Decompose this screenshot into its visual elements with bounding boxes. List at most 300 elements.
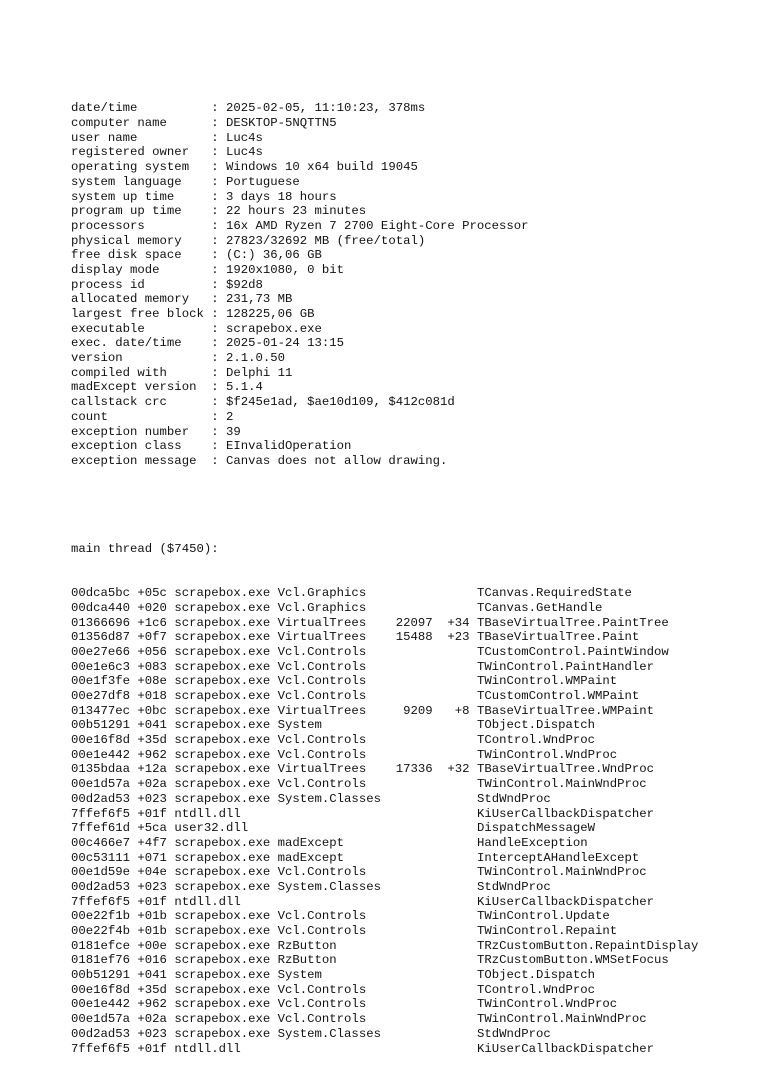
info-row	[71, 292, 698, 307]
frame-line-offset	[440, 733, 470, 747]
frame-module: ntdll.dll	[174, 806, 278, 821]
frame-line-offset: +32	[440, 762, 470, 777]
info-key: executable	[71, 321, 204, 336]
frame-unit: System.Classes	[277, 1026, 389, 1041]
info-separator: :	[203, 321, 226, 336]
frame-offset: +020	[137, 600, 175, 615]
info-row	[71, 454, 698, 469]
stack-frame	[71, 733, 698, 748]
info-key: exception class	[71, 439, 204, 454]
frame-line: 15488	[388, 630, 433, 645]
frame-address: 00b51291	[71, 968, 138, 983]
info-row	[71, 204, 698, 219]
info-value: 2025-01-24 13:15	[225, 336, 345, 351]
frame-line	[388, 718, 432, 732]
frame-module: scrapebox.exe	[174, 762, 278, 777]
info-row	[71, 190, 698, 205]
info-value: 2.1.0.50	[225, 351, 286, 366]
frame-module: scrapebox.exe	[174, 777, 278, 792]
frame-line: 22097	[388, 615, 433, 630]
stack-frame	[71, 689, 698, 704]
frame-address: 0181ef76	[71, 953, 138, 968]
frame-offset: +041	[137, 718, 175, 733]
info-value: 231,73 MB	[225, 292, 293, 307]
frame-function: TWinControl.WMPaint	[476, 674, 618, 689]
frame-address: 01366696	[71, 615, 138, 630]
frame-offset: +0bc	[137, 703, 175, 718]
info-value: Canvas does not allow drawing.	[225, 453, 448, 468]
frame-function: TCanvas.RequiredState	[476, 586, 632, 601]
info-key: display mode	[71, 262, 204, 277]
frame-offset: +071	[137, 850, 175, 865]
frame-unit	[278, 821, 389, 835]
info-value: 22 hours 23 minutes	[225, 204, 367, 219]
frame-unit: System	[277, 718, 389, 733]
frame-address: 00d2ad53	[71, 1026, 138, 1041]
frame-address: 7ffef6f5	[71, 806, 138, 821]
frame-function: HandleException	[476, 835, 588, 850]
frame-address: 00e22f4b	[71, 924, 138, 938]
frame-function: KiUserCallbackDispatcher	[476, 1041, 655, 1056]
frame-unit: Vcl.Controls	[277, 644, 389, 659]
frame-line	[388, 821, 432, 835]
frame-line	[388, 777, 432, 791]
frame-module: scrapebox.exe	[174, 747, 278, 762]
frame-module: scrapebox.exe	[174, 689, 278, 703]
frame-unit	[278, 895, 389, 909]
stack-frame	[71, 924, 698, 939]
info-separator: :	[203, 424, 226, 439]
frame-offset: +041	[137, 968, 175, 983]
frame-line-offset	[440, 895, 470, 909]
frame-unit: VirtualTrees	[277, 615, 389, 630]
frame-unit: Vcl.Controls	[277, 909, 389, 924]
frame-address: 00e27df8	[71, 689, 138, 703]
info-key: largest free block	[71, 307, 204, 322]
stack-frame	[71, 997, 698, 1012]
frame-address: 00b51291	[71, 718, 138, 733]
info-separator: :	[203, 395, 226, 410]
info-key: exception message	[71, 453, 204, 468]
frame-line-offset	[440, 939, 470, 953]
frame-line	[388, 601, 432, 615]
info-key: processors	[71, 218, 204, 233]
frame-line	[388, 983, 432, 997]
stack-frame	[71, 983, 698, 998]
frame-unit: madExcept	[277, 835, 389, 850]
info-key: user name	[71, 130, 204, 145]
stack-frame	[71, 718, 698, 733]
frame-address: 00c466e7	[71, 835, 138, 850]
info-row	[71, 395, 698, 410]
info-value: 16x AMD Ryzen 7 2700 Eight-Core Processor	[225, 218, 529, 233]
frame-offset: +01f	[137, 1041, 175, 1056]
frame-offset: +1c6	[137, 615, 175, 630]
frame-address: 0135bdaa	[71, 762, 138, 777]
frame-function: TWinControl.MainWndProc	[476, 1012, 647, 1027]
info-key: callstack crc	[71, 395, 204, 410]
frame-unit: VirtualTrees	[277, 703, 389, 718]
frame-address: 013477ec	[71, 703, 138, 718]
frame-address: 00c53111	[71, 850, 138, 865]
frame-line-offset	[440, 968, 470, 982]
info-row	[71, 322, 698, 337]
info-separator: :	[203, 101, 226, 116]
frame-line-offset	[440, 1012, 470, 1026]
callstack-block	[71, 586, 698, 1056]
frame-module: scrapebox.exe	[174, 879, 278, 894]
frame-offset: +35d	[137, 982, 175, 997]
frame-line-offset	[440, 792, 470, 806]
info-separator: :	[203, 174, 226, 189]
frame-module: scrapebox.exe	[174, 1026, 278, 1041]
frame-line	[388, 660, 432, 674]
crash-report	[71, 72, 698, 1071]
info-row	[71, 410, 698, 425]
frame-unit: Vcl.Controls	[277, 982, 389, 997]
frame-offset: +35d	[137, 733, 175, 748]
frame-unit: Vcl.Controls	[277, 659, 389, 674]
info-separator: :	[203, 277, 226, 292]
stack-frame	[71, 851, 698, 866]
frame-module: scrapebox.exe	[174, 982, 278, 997]
frame-line-offset	[440, 674, 470, 688]
frame-line	[388, 865, 432, 879]
frame-offset: +12a	[137, 762, 175, 777]
info-row	[71, 219, 698, 234]
frame-function: TBaseVirtualTree.WMPaint	[476, 703, 655, 718]
frame-unit: VirtualTrees	[277, 630, 389, 645]
stack-frame	[71, 601, 698, 616]
frame-line	[388, 689, 432, 703]
frame-line-offset	[440, 807, 470, 821]
frame-line-offset	[440, 660, 470, 674]
frame-line-offset	[440, 1042, 470, 1056]
frame-module: scrapebox.exe	[174, 674, 278, 689]
frame-unit: VirtualTrees	[277, 762, 389, 777]
frame-address: 0181efce	[71, 938, 138, 953]
info-value: (C:) 36,06 GB	[225, 248, 322, 263]
info-value: 27823/32692 MB (free/total)	[225, 233, 426, 248]
frame-unit: System.Classes	[277, 791, 389, 806]
info-value: scrapebox.exe	[225, 321, 322, 336]
frame-module: scrapebox.exe	[174, 733, 278, 748]
frame-address: 00e1e6c3	[71, 659, 138, 674]
frame-line	[388, 748, 432, 762]
blank-line	[71, 498, 698, 513]
info-separator: :	[203, 380, 226, 395]
frame-module: scrapebox.exe	[174, 850, 278, 865]
info-value: 3 days 18 hours	[225, 189, 337, 204]
frame-unit: Vcl.Controls	[277, 733, 389, 748]
frame-line	[388, 733, 432, 747]
frame-function: InterceptAHandleExcept	[476, 850, 640, 865]
stack-frame	[71, 616, 698, 631]
stack-frame	[71, 895, 698, 910]
info-key: free disk space	[71, 248, 204, 263]
frame-function: TWinControl.Repaint	[476, 924, 618, 938]
frame-address: 00e1e442	[71, 997, 138, 1012]
frame-address: 00e1e442	[71, 747, 138, 762]
stack-frame	[71, 660, 698, 675]
frame-line	[388, 997, 432, 1011]
info-separator: :	[203, 189, 226, 204]
info-separator: :	[203, 453, 226, 468]
info-key: system language	[71, 174, 204, 189]
frame-offset: +962	[137, 997, 175, 1012]
frame-function: TCustomControl.PaintWindow	[476, 644, 669, 659]
info-separator: :	[203, 262, 226, 277]
frame-module: scrapebox.exe	[174, 938, 278, 953]
info-value: Windows 10 x64 build 19045	[225, 160, 418, 175]
frame-function: TWinControl.WndProc	[476, 997, 618, 1012]
frame-module: scrapebox.exe	[174, 968, 278, 983]
frame-address: 00d2ad53	[71, 791, 138, 806]
info-separator: :	[203, 204, 226, 219]
frame-offset: +5ca	[137, 821, 175, 836]
frame-function: TBaseVirtualTree.Paint	[476, 630, 640, 645]
info-row	[71, 175, 698, 190]
stack-frame	[71, 836, 698, 851]
frame-unit: Vcl.Controls	[277, 924, 389, 938]
info-row	[71, 307, 698, 322]
frame-line	[388, 924, 432, 938]
frame-address: 7ffef6f5	[71, 1041, 138, 1056]
frame-offset: +02a	[137, 777, 175, 792]
frame-function: TObject.Dispatch	[476, 718, 596, 733]
frame-offset: +083	[137, 659, 175, 674]
frame-line	[388, 792, 432, 806]
frame-offset: +00e	[137, 938, 175, 953]
frame-line	[388, 953, 432, 967]
info-row	[71, 248, 698, 263]
frame-module: ntdll.dll	[174, 894, 278, 909]
frame-line-offset	[440, 586, 470, 600]
frame-unit: Vcl.Controls	[277, 674, 389, 689]
frame-line	[388, 807, 432, 821]
frame-offset: +01b	[137, 909, 175, 924]
frame-function: TWinControl.PaintHandler	[476, 659, 655, 674]
info-separator: :	[203, 248, 226, 263]
frame-unit: System	[277, 968, 389, 983]
frame-module: scrapebox.exe	[174, 1012, 278, 1027]
frame-line-offset	[440, 983, 470, 997]
stack-frame	[71, 792, 698, 807]
frame-function: TRzCustomButton.WMSetFocus	[476, 953, 669, 968]
frame-address: 00e16f8d	[71, 733, 138, 748]
frame-offset: +05c	[137, 586, 175, 601]
info-separator: :	[203, 409, 226, 424]
frame-address: 00e16f8d	[71, 982, 138, 997]
frame-offset: +023	[137, 1026, 175, 1041]
frame-unit: Vcl.Graphics	[277, 586, 389, 601]
frame-line-offset	[440, 748, 470, 762]
info-separator: :	[203, 130, 226, 145]
frame-line-offset	[440, 821, 470, 835]
frame-line	[388, 851, 432, 865]
frame-module: ntdll.dll	[174, 1041, 278, 1056]
frame-line-offset: +8	[440, 703, 470, 718]
info-separator: :	[203, 439, 226, 454]
stack-frame	[71, 748, 698, 763]
info-value: 128225,06 GB	[225, 307, 315, 322]
info-key: count	[71, 409, 204, 424]
frame-line	[388, 586, 432, 600]
info-value: 5.1.4	[225, 380, 263, 395]
info-key: computer name	[71, 116, 204, 131]
info-value: Luc4s	[225, 145, 263, 160]
info-key: operating system	[71, 160, 204, 175]
info-key: program up time	[71, 204, 204, 219]
stack-frame	[71, 674, 698, 689]
frame-offset: +01f	[137, 806, 175, 821]
thread-header: main thread ($7450):	[71, 542, 219, 557]
frame-line-offset	[440, 997, 470, 1011]
frame-function: TRzCustomButton.RepaintDisplay	[476, 938, 699, 953]
frame-line-offset	[440, 865, 470, 879]
frame-function: TWinControl.WndProc	[476, 747, 618, 762]
frame-line: 17336	[388, 762, 433, 777]
stack-frame	[71, 777, 698, 792]
frame-address: 00e22f1b	[71, 909, 138, 924]
info-key: compiled with	[71, 365, 204, 380]
frame-module: scrapebox.exe	[174, 865, 278, 880]
frame-offset: +023	[137, 879, 175, 894]
frame-line	[388, 1012, 432, 1026]
info-key: exception number	[71, 424, 204, 439]
stack-frame	[71, 704, 698, 719]
info-separator: :	[203, 233, 226, 248]
frame-module: scrapebox.exe	[174, 835, 278, 850]
stack-frame	[71, 586, 698, 601]
frame-unit: RzButton	[277, 938, 389, 953]
stack-frame	[71, 807, 698, 822]
info-value: Luc4s	[225, 130, 263, 145]
frame-address: 00e1d57a	[71, 777, 138, 792]
frame-line-offset	[440, 880, 470, 894]
frame-offset: +023	[137, 791, 175, 806]
info-separator: :	[203, 351, 226, 366]
frame-function: TObject.Dispatch	[476, 968, 596, 983]
frame-line-offset	[440, 777, 470, 791]
info-separator: :	[203, 365, 226, 380]
info-row	[71, 234, 698, 249]
info-row	[71, 131, 698, 146]
info-separator: :	[203, 218, 226, 233]
info-separator: :	[203, 145, 226, 160]
frame-line	[388, 1042, 432, 1056]
frame-offset: +01b	[137, 924, 175, 938]
frame-module: scrapebox.exe	[174, 924, 278, 938]
stack-frame	[71, 1012, 698, 1027]
frame-module: scrapebox.exe	[174, 703, 278, 718]
stack-frame	[71, 821, 698, 836]
frame-function: TCanvas.GetHandle	[476, 600, 603, 615]
frame-line-offset	[440, 924, 470, 938]
frame-module: scrapebox.exe	[174, 630, 278, 645]
frame-address: 00d2ad53	[71, 879, 138, 894]
frame-offset: +962	[137, 747, 175, 762]
frame-line-offset	[440, 601, 470, 615]
frame-line	[388, 645, 432, 659]
frame-line-offset	[440, 836, 470, 850]
frame-unit: RzButton	[277, 953, 389, 968]
frame-offset: +04e	[137, 865, 175, 880]
frame-function: KiUserCallbackDispatcher	[476, 894, 655, 909]
frame-line-offset	[440, 1027, 470, 1041]
frame-unit	[278, 807, 389, 821]
info-value: EInvalidOperation	[225, 439, 352, 454]
frame-line	[388, 895, 432, 909]
frame-module: scrapebox.exe	[174, 659, 278, 674]
info-key: allocated memory	[71, 292, 204, 307]
info-value: DESKTOP-5NQTTN5	[225, 116, 337, 131]
frame-offset: +4f7	[137, 835, 175, 850]
info-row	[71, 425, 698, 440]
info-key: process id	[71, 277, 204, 292]
stack-frame	[71, 630, 698, 645]
frame-function: TWinControl.MainWndProc	[476, 777, 647, 792]
info-row	[71, 278, 698, 293]
stack-frame	[71, 865, 698, 880]
stack-frame	[71, 880, 698, 895]
info-row	[71, 116, 698, 131]
info-key: madExcept version	[71, 380, 204, 395]
info-key: exec. date/time	[71, 336, 204, 351]
frame-line-offset: +23	[440, 630, 470, 645]
info-row	[71, 351, 698, 366]
frame-offset: +0f7	[137, 630, 175, 645]
frame-function: KiUserCallbackDispatcher	[476, 806, 655, 821]
frame-function: TWinControl.Update	[476, 909, 610, 924]
frame-module: scrapebox.exe	[174, 953, 278, 968]
info-row	[71, 101, 698, 116]
frame-function: TControl.WndProc	[476, 982, 596, 997]
frame-unit	[278, 1042, 389, 1056]
frame-unit: Vcl.Controls	[277, 1012, 389, 1027]
info-row	[71, 336, 698, 351]
info-value: $f245e1ad, $ae10d109, $412c081d	[225, 395, 455, 410]
frame-address: 00e1d57a	[71, 1012, 138, 1027]
frame-address: 01356d87	[71, 630, 138, 645]
frame-line-offset	[440, 718, 470, 732]
frame-offset: +08e	[137, 674, 175, 689]
frame-function: TCustomControl.WMPaint	[476, 689, 640, 703]
frame-function: StdWndProc	[476, 879, 551, 894]
frame-offset: +01f	[137, 894, 175, 909]
frame-line	[388, 674, 432, 688]
system-info-block	[71, 101, 698, 468]
info-value: $92d8	[225, 277, 263, 292]
frame-unit: madExcept	[277, 850, 389, 865]
frame-offset: +016	[137, 953, 175, 968]
frame-line	[388, 880, 432, 894]
frame-module: scrapebox.exe	[174, 997, 278, 1012]
frame-line-offset	[440, 909, 470, 923]
frame-module: scrapebox.exe	[174, 586, 278, 601]
frame-address: 00e27e66	[71, 644, 138, 659]
info-row	[71, 439, 698, 454]
frame-unit: Vcl.Graphics	[277, 600, 389, 615]
frame-offset: +056	[137, 644, 175, 659]
frame-module: user32.dll	[174, 821, 278, 836]
info-separator: :	[203, 116, 226, 131]
frame-line-offset	[440, 645, 470, 659]
frame-line	[388, 939, 432, 953]
frame-unit: Vcl.Controls	[277, 747, 389, 762]
info-value: 39	[225, 424, 241, 439]
frame-address: 00dca440	[71, 600, 138, 615]
